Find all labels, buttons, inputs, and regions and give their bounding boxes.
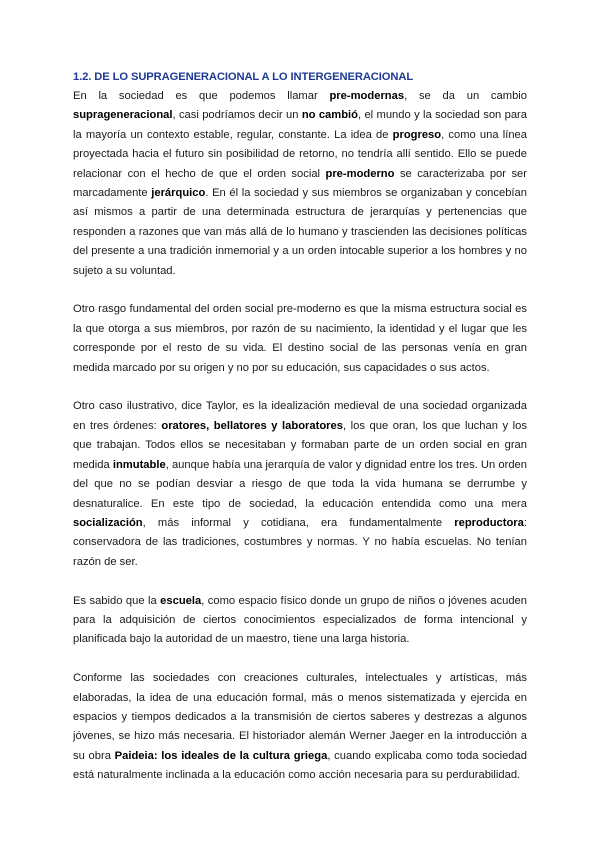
text-run: Es sabido que la bbox=[73, 594, 161, 607]
bold-term: no cambió bbox=[301, 109, 358, 122]
paragraph bbox=[73, 592, 527, 650]
text-run: , como una línea proyectada hacia el futuro sin posibilidad de retorno, no tendría allí sentido. Ello se puede relacionar con el hecho de que el orden social bbox=[73, 128, 527, 180]
text-run: , los que oran, los que luchan y los que trabajan. Todos ellos se necesitaban y formaban parte de un orden social en gran medida bbox=[73, 419, 527, 471]
paragraph bbox=[73, 669, 527, 785]
paragraph bbox=[73, 397, 527, 572]
text-run: En la sociedad es que podemos llamar bbox=[73, 90, 330, 102]
text-run: , como espacio físico donde un grupo de niños o jóvenes acuden para la adquisición de ciertos conocimientos especializados de forma intencional y planificada bajo la autoridad de un maestro, tiene una larga historia. bbox=[73, 594, 527, 646]
paragraph bbox=[73, 300, 527, 378]
text-run: : conservadora de las tradiciones, costumbres y normas. Y no había escuelas. No tenían razón de ser. bbox=[73, 516, 527, 568]
bold-term: jerárquico bbox=[151, 187, 206, 200]
paragraph bbox=[73, 87, 527, 281]
bold-term: pre-modernas bbox=[329, 90, 405, 102]
bold-term: inmutable bbox=[112, 458, 166, 471]
text-run: , se da un cambio bbox=[404, 90, 527, 102]
text-run: Otro rasgo fundamental del orden social pre-moderno es que la misma estructura social es la que otorga a sus miembros, por razón de su nacimiento, la identidad y el lugar que les corresponde por el resto de su vida. El destino social de las personas venía en gran medida marcado por su origen y no por su educación, sus capacidades o sus actos. bbox=[73, 303, 527, 374]
bold-term: suprageneracional bbox=[73, 109, 173, 122]
text-run: Otro caso ilustrativo, dice Taylor, es la idealización medieval de una sociedad organizada en tres órdenes: bbox=[73, 400, 527, 432]
text-run: , más informal y cotidiana, era fundamentalmente bbox=[142, 516, 455, 529]
bold-term: pre-moderno bbox=[325, 167, 395, 180]
text-run: , casi podríamos decir un bbox=[172, 109, 302, 122]
bold-term: reproductora bbox=[454, 516, 524, 529]
section-heading: 1.2. DE LO SUPRAGENERACIONAL A LO INTERGENERACIONAL bbox=[73, 71, 414, 83]
page-content bbox=[73, 68, 527, 805]
bold-term: oratores, bellatores y laboratores bbox=[161, 419, 343, 432]
bold-term: Paideia: los ideales de la cultura griega bbox=[114, 749, 328, 762]
bold-term: progreso bbox=[392, 128, 442, 141]
text-run: Conforme las sociedades con creaciones culturales, intelectuales y artísticas, más elaboradas, la idea de una educación formal, más o menos sistematizada y ejercida en espacios y tiempos dedicados a la transmisión de ciertos saberes y destrezas a algunos jóvenes, se hizo más necesaria. El historiador alemán Werner Jaeger en la introducción a su obra bbox=[73, 672, 527, 762]
text-run: . En él la sociedad y sus miembros se organizaban y concebían así mismos a partir de una determinada estructura de jerarquías y pertenencias que responden a razones que van más allá de lo humano y trascienden las decisiones políticas del presente a una tradición inmemorial y a un orden intocable superior a los hombres y no sujeto a su voluntad. bbox=[73, 187, 527, 277]
bold-term: socialización bbox=[73, 516, 143, 529]
text-run: , cuando explicaba como toda sociedad está naturalmente inclinada a la educación como acción necesaria para su perdurabilidad. bbox=[73, 749, 527, 782]
text-run: , aunque había una jerarquía de valor y dignidad entre los tres. Un orden del que no se podían desviar a riesgo de que toda la vida humana se derrumbe y desnaturalice. En este tipo de sociedad, la educación entendida como una mera bbox=[73, 458, 527, 510]
bold-term: escuela bbox=[160, 594, 202, 607]
text-run: , el mundo y la sociedad son para la mayoría un contexto estable, regular, constante. La idea de bbox=[73, 109, 528, 141]
text-run: se caracterizaba por ser marcadamente bbox=[73, 167, 527, 200]
